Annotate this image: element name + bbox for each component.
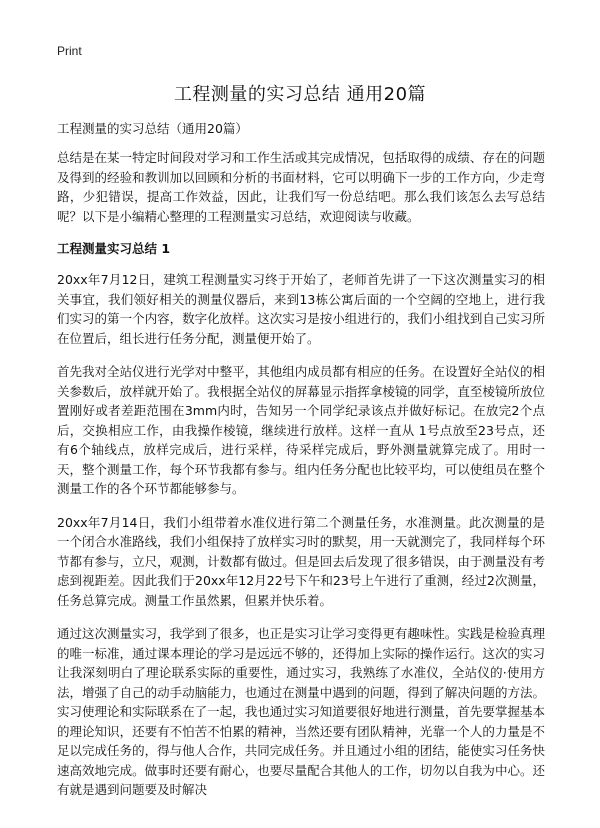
document-body [57, 120, 545, 814]
section-heading: 工程测量实习总结 1 [57, 241, 171, 256]
intro-paragraph: 总结是在某一特定时间段对学习和工作生活或其完成情况，包括取得的成绩、存在的问题及得到的经验和教训加以回顾和分析的书面材料，它可以明确下一步的工作方向，少走弯路，少犯错误，提高工作效益，因此，让我们写一份总结吧。那么我们该怎么去写总结呢？以下是小编精心整理的工程测量实习总结，欢迎阅读与收藏。 [57, 150, 545, 224]
print-link[interactable]: Print [57, 44, 82, 58]
body-paragraph-3: 20xx年7月14日，我们小组带着水准仪进行第二个测量任务，水准测量。此次测量的是一个闭合水准路线，我们小组保持了放样实习时的默契，用一天就测完了，我同样每个环节都有参与，立尺，观测，计数都有做过。但是回去后发现了很多错误，由于测量没有考虑到视距差。因此我们于20xx年12月22号下午和23号上午进行了重测，经过2次测量，任务总算完成。测量工作虽然累，但累并快乐着。 [57, 514, 545, 608]
body-paragraph-1: 20xx年7月12日，建筑工程测量实习终于开始了，老师首先讲了一下这次测量实习的相关事宜，我们领好相关的测量仪器后，来到13栋公寓后面的一个空阔的空地上，进行我们实习的第一个内容，数字化放样。这次实习是按小组进行的，我们小组找到自己实习所在位置后，组长进行任务分配，测量便开始了。 [57, 272, 545, 346]
page-title: 工程测量的实习总结 通用20篇 [173, 84, 427, 105]
body-paragraph-2: 首先我对全站仪进行光学对中整平，其他组内成员都有相应的任务。在设置好全站仪的相关参数后，放样就开始了。我根据全站仪的屏幕显示指挥拿棱镜的同学，直至棱镜所放位置刚好或者差距范围在3mm内时，告知另一个同学纪录该点并做好标记。在放完2个点后，交换相应工作，由我操作棱镜，继续进行放样。这样一直从 1号点放至23号点，还有6个轴线点，放样完成后，进行采样，待采样完成后，野外测量就算完成了。用时一天，整个测量工作，每个环节我都有参与。组内任务分配也比较平均，可以使组员在整个测量工作的各个环节都能够参与。 [57, 364, 545, 496]
section-1 [57, 240, 545, 800]
document-subtitle: 工程测量的实习总结（通用20篇） [57, 121, 248, 136]
body-paragraph-4: 通过这次测量实习，我学到了很多，也正是实习让学习变得更有趣味性。实践是检验真理的唯一标准，通过课本理论的学习是远远不够的，还得加上实际的操作运行。这次的实习让我深刻明白了理论联系实际的重要性，通过实习，我熟练了水准仪，全站仪的·使用方法，增强了自己的动手动脑能力，也通过在测量中遇到的问题，得到了解决问题的方法。实习使理论和实际联系在了一起，我也通过实习知道要很好地进行测量，首先要掌握基本的理论知识，还要有不怕苦不怕累的精神，当然还要有团队精神，光靠一个人的力量是不足以完成任务的，得与他人合作，共同完成任务。并且通过小组的团结，能使实习任务快速高效地完成。做事时还要有耐心，也要尽量配合其他人的工作，切勿以自我为中心。还有就是遇到问题要及时解决 [57, 626, 545, 797]
